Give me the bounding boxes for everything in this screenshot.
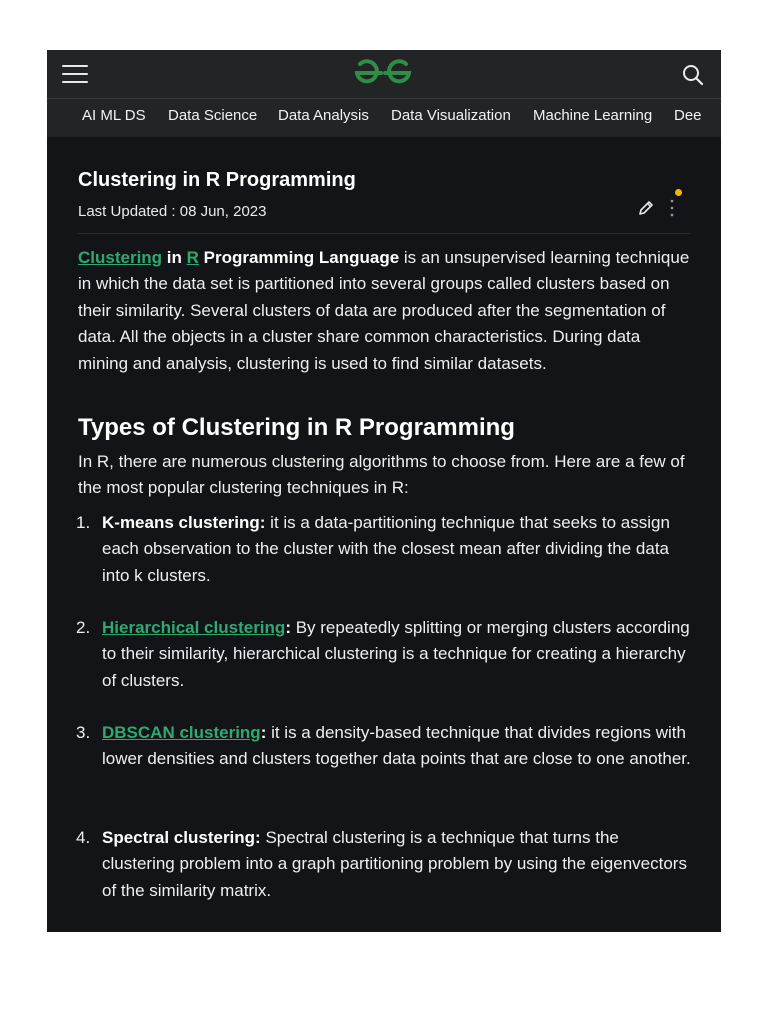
last-updated: Last Updated : 08 Jun, 2023 xyxy=(78,203,267,220)
menu-icon[interactable] xyxy=(62,65,88,83)
list-item-text: it is a density-based technique that divides regions with lower densities and clusters together data points that are close to one another. xyxy=(102,723,691,769)
list-item-colon: : xyxy=(260,723,267,742)
more-vertical-icon[interactable] xyxy=(668,197,676,224)
gfg-logo[interactable] xyxy=(351,59,415,92)
list-item-text: Spectral clustering is a technique that turns the clustering problem into a graph partitioning problem by using the eigenvectors of the similarity matrix. xyxy=(102,828,687,900)
list-number: 1. xyxy=(76,513,91,532)
nav-item-data-science[interactable]: Data Science xyxy=(168,107,258,124)
list-number: 3. xyxy=(76,723,91,742)
hierarchical-clustering-link[interactable]: Hierarchical clustering xyxy=(102,618,286,637)
nav-item-deep-learning[interactable]: Dee xyxy=(674,107,702,124)
search-icon[interactable] xyxy=(682,64,704,91)
list-number: 4. xyxy=(76,828,91,847)
list-item-colon: : xyxy=(285,618,291,637)
list-item-heading: Spectral clustering: xyxy=(102,828,261,847)
clustering-link[interactable]: Clustering xyxy=(78,248,163,267)
category-nav xyxy=(47,99,721,137)
r-link[interactable]: R xyxy=(186,248,199,267)
section-intro: In R, there are numerous clustering algorithms to choose from. Here are a few of the most popular clustering techniques in R: xyxy=(78,452,685,498)
intro-bold: Programming Language xyxy=(198,248,400,267)
list-item-heading: K-means clustering: xyxy=(102,513,266,532)
nav-item-machine-learning[interactable]: Machine Learning xyxy=(533,107,653,124)
dbscan-clustering-link[interactable]: DBSCAN clustering xyxy=(102,723,261,742)
pencil-icon[interactable] xyxy=(637,199,655,222)
nav-item-ai-ml-ds[interactable]: AI ML DS xyxy=(82,107,146,124)
intro-text: is an unsupervised learning technique in which the data set is partitioned into several groups called clusters based on their similarity. Several clusters of data are produced after the segmentation of data. All the objects in a cluster share common characteristics. During data mining and analysis, clustering is used to find similar datasets. xyxy=(78,248,690,373)
nav-item-data-visualization[interactable]: Data Visualization xyxy=(391,107,511,124)
divider xyxy=(78,233,690,234)
top-bar xyxy=(47,50,721,99)
intro-paragraph xyxy=(78,245,690,377)
section-heading: Types of Clustering in R Programming xyxy=(78,414,515,441)
list-item-text: it is a data-partitioning technique that seeks to assign each observation to the cluster with the closest mean after dividing the data into k clusters. xyxy=(102,513,670,585)
notification-dot xyxy=(675,189,682,196)
intro-in: in xyxy=(162,248,187,267)
nav-item-data-analysis[interactable]: Data Analysis xyxy=(278,107,369,124)
page-title: Clustering in R Programming xyxy=(78,169,356,191)
list-item-text: By repeatedly splitting or merging clusters according to their similarity, hierarchical clustering is a technique for creating a hierarchy of clusters. xyxy=(102,618,690,690)
app-frame xyxy=(47,50,721,932)
list-number: 2. xyxy=(76,618,91,637)
